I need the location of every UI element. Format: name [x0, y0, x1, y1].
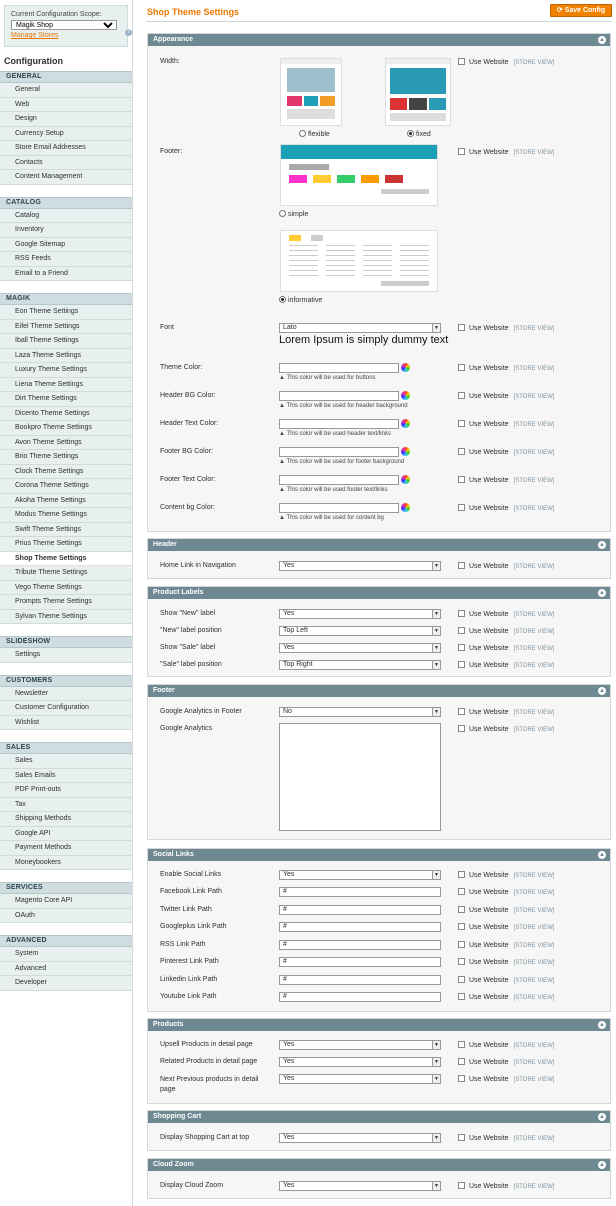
product-labels-section: [147, 586, 611, 677]
footer-bg-note: ▲ This color will be used for footer background: [279, 459, 405, 465]
sidebar-item[interactable]: Sylvan Theme Settings: [0, 610, 132, 625]
use-website-checkbox[interactable]: Use Website [STORE VIEW]: [458, 420, 554, 428]
sidebar-item[interactable]: Tax: [0, 798, 132, 813]
ga-textarea[interactable]: [279, 723, 441, 831]
use-website-checkbox[interactable]: Use Website [STORE VIEW]: [458, 725, 554, 733]
sale-position-select[interactable]: Top Right ▼: [279, 660, 441, 670]
sidebar-item[interactable]: Newsletter: [0, 687, 132, 702]
use-website-checkbox[interactable]: Use Website [STORE VIEW]: [458, 1058, 554, 1066]
sidebar-item[interactable]: Dicento Theme Settings: [0, 407, 132, 422]
sidebar-item[interactable]: Sales Emails: [0, 769, 132, 784]
footer-informative-radio[interactable]: informative: [279, 296, 322, 304]
sidebar-groups: [0, 71, 132, 991]
twitter-label: Twitter Link Path: [160, 906, 212, 913]
sidebar-item[interactable]: Moneybookers: [0, 856, 132, 871]
social-links-section: [147, 848, 611, 1012]
sidebar-title: Configuration: [4, 56, 63, 66]
collapse-icon[interactable]: ▲: [599, 37, 605, 43]
manage-stores-link[interactable]: Manage Stores: [11, 32, 59, 39]
related-select[interactable]: Yes ▼: [279, 1057, 441, 1067]
color-picker-icon[interactable]: [401, 447, 410, 456]
sidebar-group-customers[interactable]: CUSTOMERS: [0, 675, 132, 687]
sidebar-item[interactable]: Iball Theme Settings: [0, 334, 132, 349]
use-website-checkbox[interactable]: Use Website [STORE VIEW]: [458, 1182, 554, 1190]
sidebar-item[interactable]: Customer Configuration: [0, 701, 132, 716]
collapse-icon[interactable]: ▲: [599, 688, 605, 694]
sidebar-item[interactable]: Web: [0, 98, 132, 113]
use-website-checkbox[interactable]: Use Website [STORE VIEW]: [458, 58, 554, 66]
twitter-input[interactable]: #: [279, 905, 441, 915]
sidebar-item[interactable]: Inventory: [0, 223, 132, 238]
sidebar-item[interactable]: Tribute Theme Settings: [0, 566, 132, 581]
sidebar-group-general[interactable]: GENERAL: [0, 71, 132, 83]
sidebar-item[interactable]: System: [0, 947, 132, 962]
sidebar-item[interactable]: Modus Theme Settings: [0, 508, 132, 523]
use-website-checkbox[interactable]: Use Website [STORE VIEW]: [458, 958, 554, 966]
use-website-checkbox[interactable]: Use Website [STORE VIEW]: [458, 976, 554, 984]
sidebar-item[interactable]: Prius Theme Settings: [0, 537, 132, 552]
new-label-label: Show "New" label: [160, 610, 216, 617]
footer-bg-label: Footer BG Color:: [160, 448, 213, 455]
display-cart-select[interactable]: Yes ▼: [279, 1133, 441, 1143]
sidebar-group-catalog[interactable]: CATALOG: [0, 197, 132, 209]
use-website-checkbox[interactable]: Use Website [STORE VIEW]: [458, 888, 554, 896]
header-bg-input[interactable]: [279, 391, 399, 401]
width-label: Width:: [160, 58, 180, 65]
use-website-checkbox[interactable]: Use Website [STORE VIEW]: [458, 941, 554, 949]
use-website-checkbox[interactable]: Use Website [STORE VIEW]: [458, 364, 554, 372]
page-title: Shop Theme Settings: [147, 7, 240, 17]
sidebar-item[interactable]: Sales: [0, 754, 132, 769]
save-icon: ⟳: [556, 7, 565, 14]
sidebar-item[interactable]: Catalog: [0, 209, 132, 224]
use-website-checkbox[interactable]: Use Website [STORE VIEW]: [458, 610, 554, 618]
sidebar-item[interactable]: Akoha Theme Settings: [0, 494, 132, 509]
sidebar-item[interactable]: Contacts: [0, 156, 132, 171]
sale-label-select[interactable]: Yes ▼: [279, 643, 441, 653]
footer-simple-radio[interactable]: simple: [279, 210, 308, 218]
upsell-label: Upsell Products in detail page: [160, 1041, 253, 1048]
main-content: [146, 0, 612, 1190]
header-text-input[interactable]: [279, 419, 399, 429]
section-head-shopping-cart[interactable]: Shopping Cart ▲: [148, 1111, 610, 1123]
use-website-checkbox[interactable]: Use Website [STORE VIEW]: [458, 324, 554, 332]
use-website-checkbox[interactable]: Use Website [STORE VIEW]: [458, 871, 554, 879]
sidebar-item[interactable]: Store Email Addresses: [0, 141, 132, 156]
linkedin-input[interactable]: #: [279, 975, 441, 985]
scope-switcher: [4, 5, 131, 47]
pinterest-input[interactable]: #: [279, 957, 441, 967]
page-header: [146, 0, 612, 22]
header-bg-label: Header BG Color:: [160, 392, 216, 399]
use-website-checkbox[interactable]: Use Website [STORE VIEW]: [458, 923, 554, 931]
save-config-button[interactable]: ⟳ Save Config: [550, 4, 612, 17]
use-website-checkbox[interactable]: Use Website [STORE VIEW]: [458, 562, 554, 570]
content-bg-input[interactable]: [279, 503, 399, 513]
width-flexible-radio[interactable]: flexible: [299, 130, 330, 138]
sidebar-item[interactable]: Shipping Methods: [0, 812, 132, 827]
header-text-note: ▲ This color will be used header text/links: [279, 431, 391, 437]
display-zoom-label: Display Cloud Zoom: [160, 1182, 224, 1189]
home-link-select[interactable]: Yes ▼: [279, 561, 441, 571]
sidebar-item[interactable]: Design: [0, 112, 132, 127]
section-head-appearance[interactable]: Appearance ▲: [148, 34, 610, 46]
section-head-header[interactable]: Header ▲: [148, 539, 610, 551]
upsell-select[interactable]: Yes ▼: [279, 1040, 441, 1050]
next-previous-label: Next Previous products in detail page: [160, 1076, 259, 1093]
sidebar-group-advanced[interactable]: ADVANCED: [0, 935, 132, 947]
sidebar-item[interactable]: Content Management: [0, 170, 132, 185]
ga-label: Google Analytics: [160, 725, 213, 732]
header-section: [147, 538, 611, 579]
use-website-checkbox[interactable]: Use Website [STORE VIEW]: [458, 448, 554, 456]
products-section: [147, 1018, 611, 1104]
sidebar-item[interactable]: PDF Print-outs: [0, 783, 132, 798]
rss-input[interactable]: #: [279, 940, 441, 950]
sidebar-item[interactable]: Clock Theme Settings: [0, 465, 132, 480]
rss-label: RSS Link Path: [160, 941, 206, 948]
sidebar-item[interactable]: RSS Feeds: [0, 252, 132, 267]
sidebar-item[interactable]: Developer: [0, 976, 132, 991]
footer-text-input[interactable]: [279, 475, 399, 485]
sidebar-group-sales[interactable]: SALES: [0, 742, 132, 754]
googleplus-input[interactable]: #: [279, 922, 441, 932]
new-position-label: "New" label position: [160, 627, 222, 634]
sidebar-item[interactable]: Liena Theme Settings: [0, 378, 132, 393]
content-bg-note: ▲ This color will be used for content bg: [279, 515, 384, 521]
color-picker-icon[interactable]: [401, 419, 410, 428]
color-picker-icon[interactable]: [401, 503, 410, 512]
new-label-select[interactable]: Yes ▼: [279, 609, 441, 619]
sidebar-group-magik[interactable]: MAGIK: [0, 293, 132, 305]
facebook-input[interactable]: #: [279, 887, 441, 897]
enable-social-select[interactable]: Yes ▼: [279, 870, 441, 880]
collapse-icon[interactable]: ▲: [599, 1114, 605, 1120]
linkedin-label: Linkedin Link Path: [160, 976, 218, 983]
sidebar-group-slideshow[interactable]: SLIDESHOW: [0, 636, 132, 648]
use-website-checkbox[interactable]: Use Website [STORE VIEW]: [458, 1075, 554, 1083]
section-head-product-labels[interactable]: Product Labels ▲: [148, 587, 610, 599]
sidebar-item[interactable]: Bookpro Theme Settings: [0, 421, 132, 436]
footer-informative-preview: [280, 230, 438, 292]
theme-color-label: Theme Color:: [160, 364, 203, 371]
sidebar-item[interactable]: Currency Setup: [0, 127, 132, 142]
section-head-footer[interactable]: Footer ▲: [148, 685, 610, 697]
sidebar-item[interactable]: Email to a Friend: [0, 267, 132, 282]
appearance-section: [147, 33, 611, 532]
section-head-social-links[interactable]: Social Links ▲: [148, 849, 610, 861]
theme-color-input[interactable]: [279, 363, 399, 373]
sidebar-item[interactable]: Dirt Theme Settings: [0, 392, 132, 407]
use-website-checkbox[interactable]: Use Website [STORE VIEW]: [458, 148, 554, 156]
header-bg-note: ▲ This color will be used for header background: [279, 403, 408, 409]
sidebar-item[interactable]: Corona Theme Settings: [0, 479, 132, 494]
theme-color-note: ▲ This color will be used for buttons: [279, 375, 376, 381]
sidebar-item[interactable]: OAuth: [0, 909, 132, 924]
collapse-icon[interactable]: ▲: [599, 1022, 605, 1028]
use-website-checkbox[interactable]: Use Website [STORE VIEW]: [458, 906, 554, 914]
use-website-checkbox[interactable]: Use Website [STORE VIEW]: [458, 627, 554, 635]
next-previous-select[interactable]: Yes ▼: [279, 1074, 441, 1084]
sidebar-item[interactable]: Eon Theme Settings: [0, 305, 132, 320]
cloud-zoom-section: [147, 1158, 611, 1199]
sidebar-item[interactable]: Luxury Theme Settings: [0, 363, 132, 378]
ga-footer-label: Google Analytics in Footer: [160, 708, 242, 715]
use-website-checkbox[interactable]: Use Website [STORE VIEW]: [458, 993, 554, 1001]
sale-label-label: Show "Sale" label: [160, 644, 216, 651]
font-label: Font: [160, 324, 175, 331]
use-website-checkbox[interactable]: Use Website [STORE VIEW]: [458, 392, 554, 400]
section-head-products[interactable]: Products ▲: [148, 1019, 610, 1031]
display-zoom-select[interactable]: Yes ▼: [279, 1181, 441, 1191]
collapse-icon[interactable]: ▲: [599, 542, 605, 548]
section-head-cloud-zoom[interactable]: Cloud Zoom ▲: [148, 1159, 610, 1171]
help-icon[interactable]: ?: [126, 29, 131, 35]
scope-select[interactable]: [11, 20, 117, 30]
ga-footer-select[interactable]: No ▼: [279, 707, 441, 717]
config-sidebar: [0, 0, 133, 1206]
use-website-checkbox[interactable]: Use Website [STORE VIEW]: [458, 661, 554, 669]
content-bg-label: Content bg Color:: [160, 504, 215, 511]
googleplus-label: Googleplus Link Path: [160, 923, 227, 930]
sidebar-item[interactable]: Avon Theme Settings: [0, 436, 132, 451]
sidebar-item[interactable]: Advanced: [0, 962, 132, 977]
use-website-checkbox[interactable]: Use Website [STORE VIEW]: [458, 476, 554, 484]
sidebar-item[interactable]: Wishlist: [0, 716, 132, 731]
footer-simple-preview: [280, 144, 438, 206]
use-website-checkbox[interactable]: Use Website [STORE VIEW]: [458, 1041, 554, 1049]
width-fixed-preview: [385, 58, 451, 126]
width-fixed-radio[interactable]: fixed: [407, 130, 431, 138]
youtube-label: Youtube Link Path: [160, 993, 217, 1000]
use-website-checkbox[interactable]: Use Website [STORE VIEW]: [458, 504, 554, 512]
color-picker-icon[interactable]: [401, 391, 410, 400]
sidebar-item[interactable]: Shop Theme Settings: [0, 552, 132, 567]
width-flexible-preview: [280, 58, 342, 126]
collapse-icon[interactable]: ▲: [599, 852, 605, 858]
sidebar-item[interactable]: Laza Theme Settings: [0, 349, 132, 364]
font-select[interactable]: Lato ▼: [279, 323, 441, 333]
sidebar-item[interactable]: General: [0, 83, 132, 98]
use-website-checkbox[interactable]: Use Website [STORE VIEW]: [458, 1134, 554, 1142]
sidebar-item[interactable]: Vego Theme Settings: [0, 581, 132, 596]
sidebar-item[interactable]: Swift Theme Settings: [0, 523, 132, 538]
sidebar-item[interactable]: Payment Methods: [0, 841, 132, 856]
footer-label: Footer:: [160, 148, 183, 155]
collapse-icon[interactable]: ▲: [599, 1162, 605, 1168]
sidebar-item[interactable]: Prompts Theme Settings: [0, 595, 132, 610]
pinterest-label: Pinterest Link Path: [160, 958, 219, 965]
sidebar-item[interactable]: Google API: [0, 827, 132, 842]
related-label: Related Products in detail page: [160, 1058, 258, 1065]
sidebar-item[interactable]: Magento Core API: [0, 894, 132, 909]
footer-text-note: ▲ This color will be used footer text/links: [279, 487, 388, 493]
footer-bg-input[interactable]: [279, 447, 399, 457]
collapse-icon[interactable]: ▲: [599, 590, 605, 596]
new-position-select[interactable]: Top Left ▼: [279, 626, 441, 636]
sidebar-item[interactable]: Settings: [0, 648, 132, 663]
use-website-checkbox[interactable]: Use Website [STORE VIEW]: [458, 708, 554, 716]
shopping-cart-section: [147, 1110, 611, 1151]
footer-text-label: Footer Text Color:: [160, 476, 216, 483]
sale-position-label: "Sale" label position: [160, 661, 222, 668]
display-cart-label: Display Shopping Cart at top: [160, 1134, 250, 1141]
sidebar-group-services[interactable]: SERVICES: [0, 882, 132, 894]
font-preview: Lorem Ipsum is simply dummy text: [279, 334, 449, 346]
facebook-label: Facebook Link Path: [160, 888, 222, 895]
header-text-label: Header Text Color:: [160, 420, 219, 427]
enable-social-label: Enable Social Links: [160, 871, 222, 878]
sidebar-item[interactable]: Google Sitemap: [0, 238, 132, 253]
footer-section: [147, 684, 611, 840]
sidebar-item[interactable]: Eifel Theme Settings: [0, 320, 132, 335]
use-website-checkbox[interactable]: Use Website [STORE VIEW]: [458, 644, 554, 652]
color-picker-icon[interactable]: [401, 363, 410, 372]
youtube-input[interactable]: #: [279, 992, 441, 1002]
scope-label: Current Configuration Scope:: [11, 11, 102, 18]
home-link-label: Home Link in Navigation: [160, 562, 236, 569]
sidebar-item[interactable]: Brio Theme Settings: [0, 450, 132, 465]
color-picker-icon[interactable]: [401, 475, 410, 484]
